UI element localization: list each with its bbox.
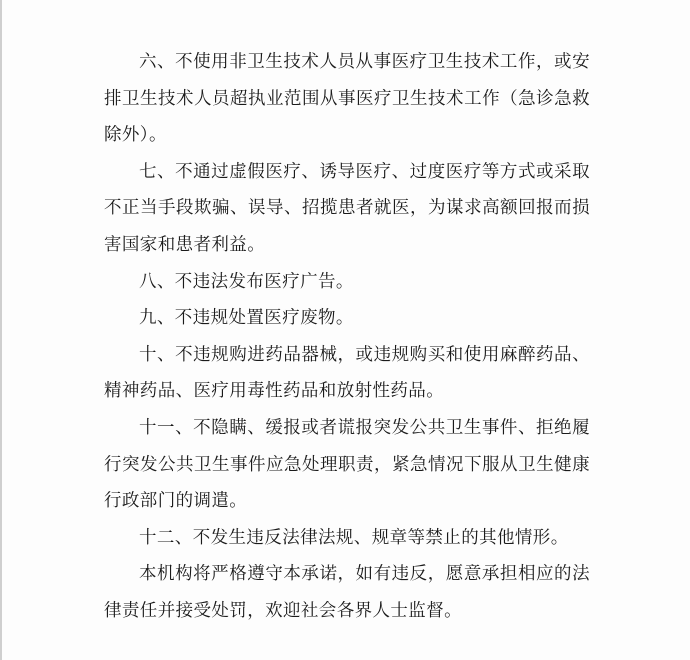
clause-11: 十一、不隐瞒、缓报或者谎报突发公共卫生事件、拒绝履行突发公共卫生事件应急处理职责，紧急情况下服从卫生健康行政部门的调遣。 (104, 417, 590, 512)
clause-7: 七、不通过虚假医疗、诱导医疗、过度医疗等方式或采取不正当手段欺骗、误导、招揽患者就医，为谋求高额回报而损害国家和患者利益。 (104, 161, 590, 255)
clause-10: 十、不违规购进药品器械，或违规购买和使用麻醉药品、精神药品、医疗用毒性药品和放射性药品。 (104, 344, 590, 402)
page-edge (0, 0, 2, 660)
document-body (104, 44, 590, 630)
clause-12: 十二、不发生违反法律法规、规章等禁止的其他情形。 (139, 527, 569, 548)
clause-6: 六、不使用非卫生技术人员从事医疗卫生技术工作，或安排卫生技术人员超执业范围从事医疗卫生技术工作（急诊急救除外）。 (104, 52, 590, 146)
clause-9: 九、不违规处置医疗废物。 (139, 308, 354, 329)
clause-8: 八、不违法发布医疗广告。 (139, 271, 354, 292)
commitment-statement: 本机构将严格遵守本承诺，如有违反，愿意承担相应的法律责任并接受处罚，欢迎社会各界人士监督。 (104, 564, 590, 621)
